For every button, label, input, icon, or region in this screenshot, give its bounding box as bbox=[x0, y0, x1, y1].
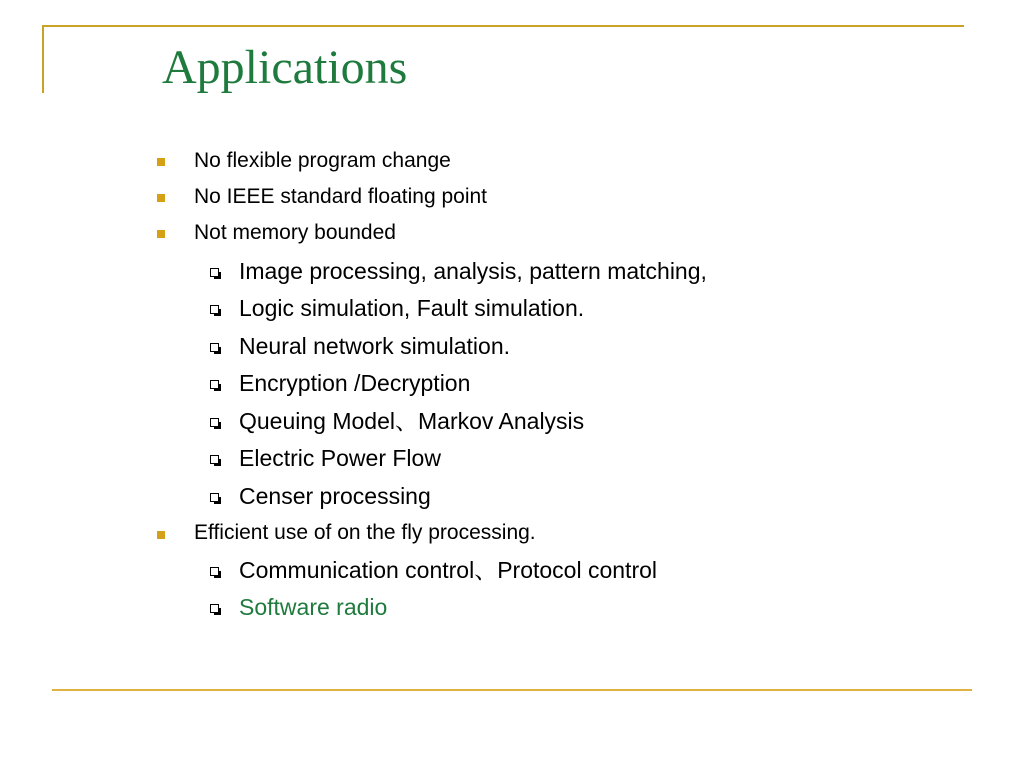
square-bullet-icon bbox=[157, 230, 165, 238]
frame-bottom-line bbox=[52, 689, 972, 691]
sub-bullet-item: Censer processing bbox=[239, 483, 431, 509]
sub-bullet-item: Electric Power Flow bbox=[239, 445, 441, 471]
frame-top-line bbox=[42, 25, 964, 27]
slide-title: Applications bbox=[162, 41, 408, 94]
sub-bullet-item-highlighted: Software radio bbox=[239, 594, 388, 620]
bullet-item: Not memory bounded bbox=[194, 221, 396, 244]
sub-bullet-item: Logic simulation, Fault simulation. bbox=[239, 295, 585, 321]
bullet-item: No IEEE standard floating point bbox=[194, 185, 488, 208]
bullet-item: No flexible program change bbox=[194, 149, 451, 172]
sub-bullet-item: Encryption /Decryption bbox=[239, 370, 471, 396]
hollow-square-bullet-icon bbox=[210, 343, 219, 352]
bullet-item: Efficient use of on the fly processing. bbox=[194, 521, 536, 544]
sub-bullet-item: Communication control、Protocol control bbox=[239, 557, 658, 583]
square-bullet-icon bbox=[157, 158, 165, 166]
sub-bullet-item: Image processing, analysis, pattern matching, bbox=[239, 258, 707, 284]
frame-left-accent-line bbox=[42, 25, 44, 93]
hollow-square-bullet-icon bbox=[210, 455, 219, 464]
hollow-square-bullet-icon bbox=[210, 493, 219, 502]
sub-bullet-item: Neural network simulation. bbox=[239, 333, 511, 359]
hollow-square-bullet-icon bbox=[210, 305, 219, 314]
sub-bullet-item: Queuing Model、Markov Analysis bbox=[239, 408, 585, 434]
hollow-square-bullet-icon bbox=[210, 418, 219, 427]
hollow-square-bullet-icon bbox=[210, 567, 219, 576]
hollow-square-bullet-icon bbox=[210, 380, 219, 389]
square-bullet-icon bbox=[157, 194, 165, 202]
hollow-square-bullet-icon bbox=[210, 604, 219, 613]
square-bullet-icon bbox=[157, 531, 165, 539]
hollow-square-bullet-icon bbox=[210, 268, 219, 277]
